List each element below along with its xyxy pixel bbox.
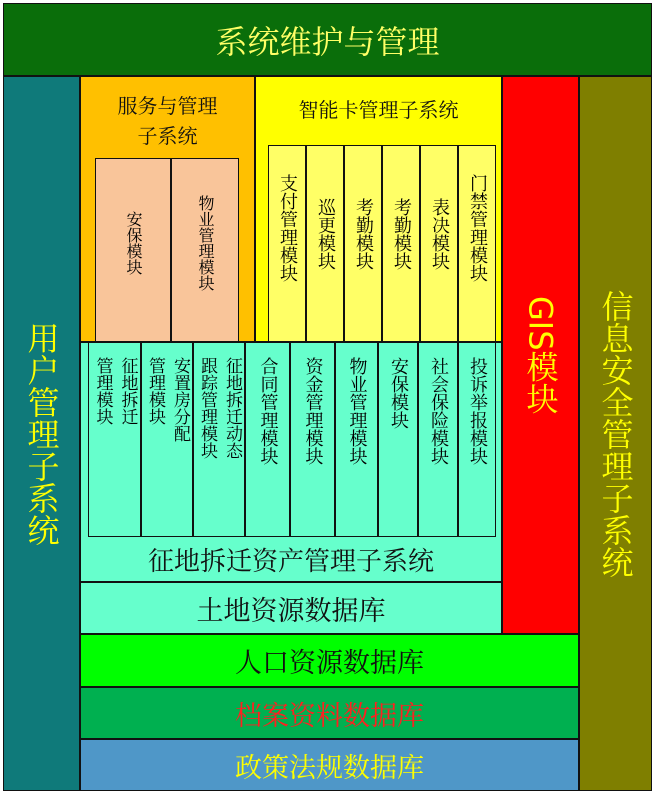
user-management-subsystem <box>3 76 80 791</box>
relocation-module-tracking: 跟踪管理模块 征地拆迁动态 <box>193 342 245 537</box>
relocation-module-complaints: 投诉举报模块 <box>458 342 496 537</box>
smart-module-attendance-a: 考勤模块 <box>344 145 382 342</box>
smart-module-access-control: 门禁管理模块 <box>458 145 496 342</box>
archive-database: 档案资料数据库 <box>80 687 579 739</box>
relocation-module-housing: 管理模块 安置房分配 <box>141 342 193 537</box>
smart-module-attendance-b: 考勤模块 <box>382 145 420 342</box>
relocation-module-insurance: 社会保险模块 <box>418 342 458 537</box>
relocation-module-security: 安保模块 <box>378 342 418 537</box>
population-resource-database: 人口资源数据库 <box>80 634 579 687</box>
info-security-label: 信息安全管理子系统 <box>596 289 635 578</box>
policy-regulation-database: 政策法规数据库 <box>80 739 579 791</box>
land-resource-database: 土地资源数据库 <box>80 582 502 634</box>
service-module-security: 安保模块 <box>95 158 171 342</box>
smart-module-patrol: 巡更模块 <box>306 145 344 342</box>
service-module-property: 物业管理模块 <box>171 158 239 342</box>
smart-card-title: 智能卡管理子系统 <box>298 98 459 122</box>
land-relocation-title: 征地拆迁资产管理子系统 <box>147 547 434 577</box>
info-security-subsystem <box>579 76 652 791</box>
gis-module <box>502 76 579 634</box>
relocation-module-funds: 资金管理模块 <box>290 342 335 537</box>
service-management-title: 服务与管理 子系统 <box>117 94 218 148</box>
system-maintenance-banner <box>3 3 652 76</box>
smart-module-voting: 表决模块 <box>420 145 458 342</box>
user-management-label: 用户管理子系统 <box>22 321 61 546</box>
relocation-module-demolition: 管理模块 征地拆迁 <box>88 342 141 537</box>
system-maintenance-label: 系统维护与管理 <box>215 22 440 61</box>
gis-module-label: GIS模块 <box>521 295 560 415</box>
smart-module-payment: 支付管理模块 <box>268 145 306 342</box>
relocation-module-property: 物业管理模块 <box>335 342 378 537</box>
relocation-module-contract: 合同管理模块 <box>245 342 290 537</box>
